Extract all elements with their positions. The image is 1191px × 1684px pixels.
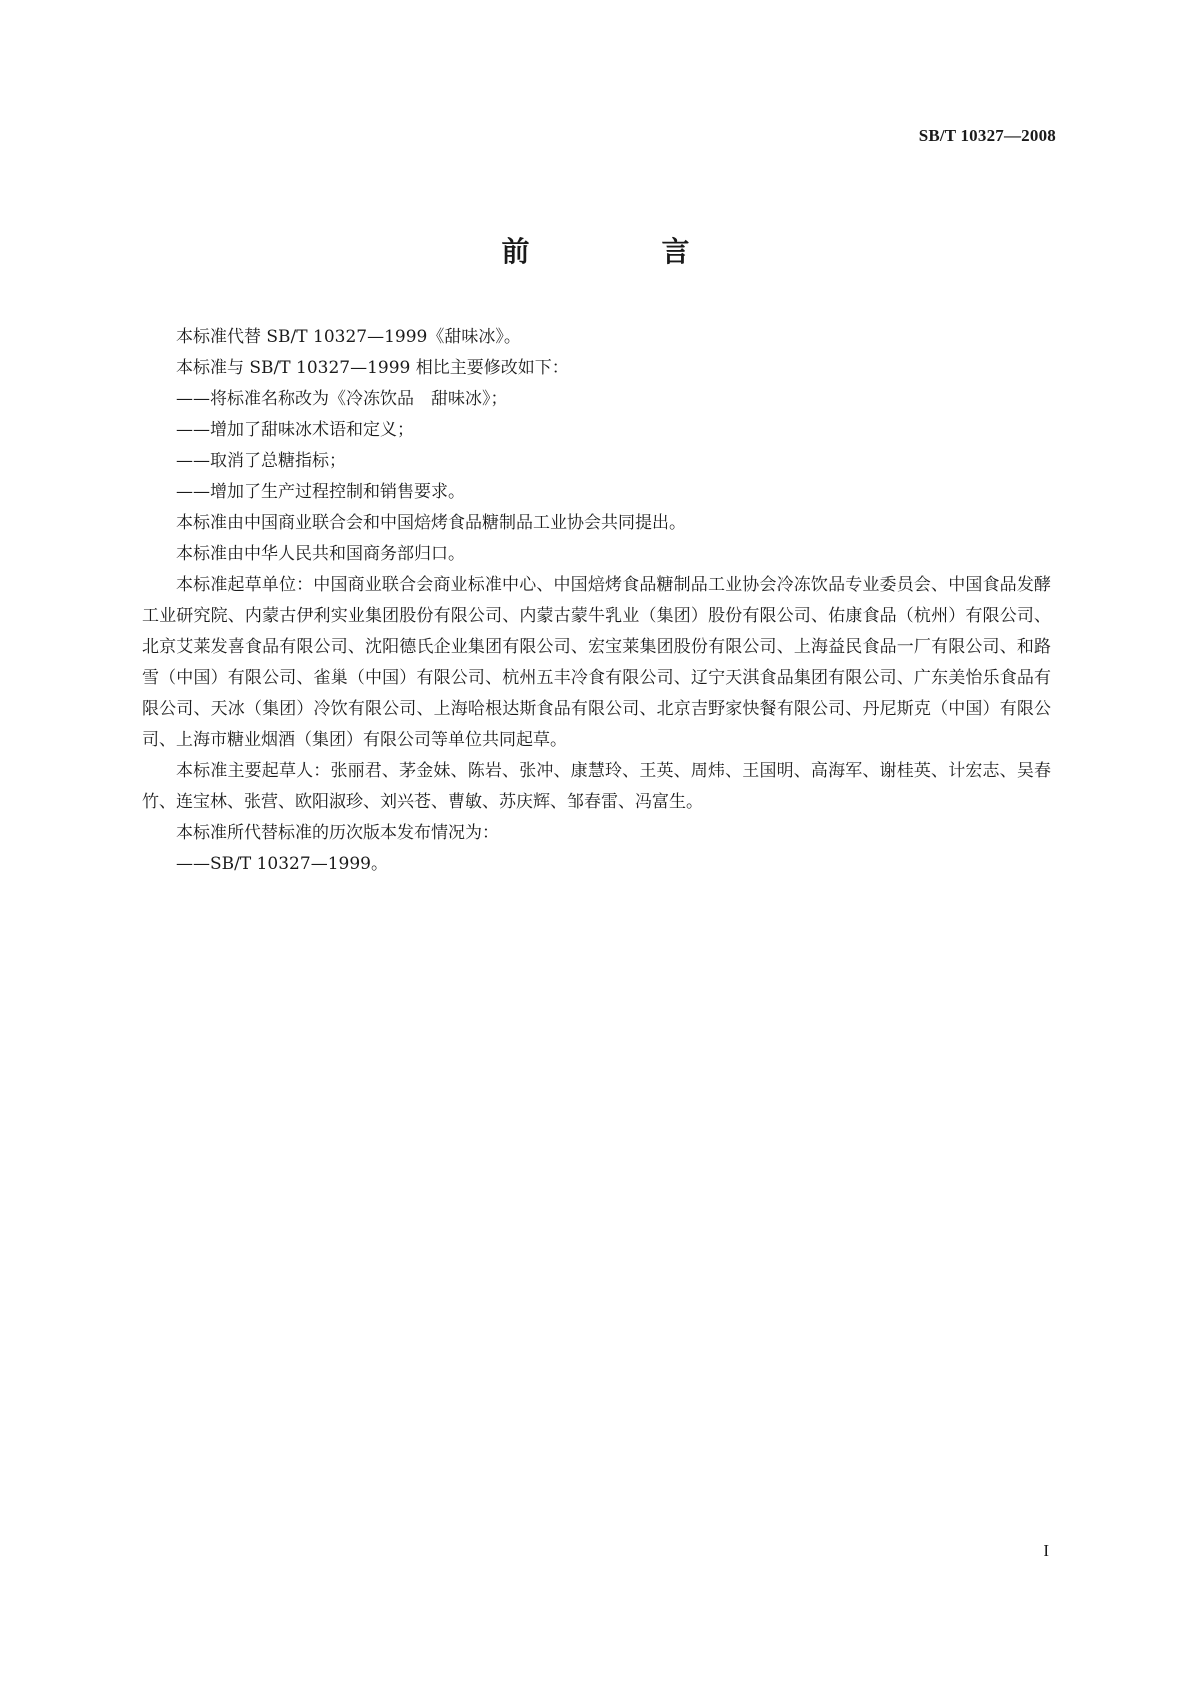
list-item-previous-version: ——SB/T 10327—1999。 xyxy=(176,854,388,874)
list-item-rename: ——将标准名称改为《冷冻饮品 甜味冰》； xyxy=(176,389,508,409)
list-item-total-sugar: ——取消了总糖指标； xyxy=(176,451,346,471)
paragraph-drafting-units: 本标准起草单位：中国商业联合会商业标准中心、中国焙烤食品糖制品工业协会冷冻饮品专业委员会、中国食品发酵工业研究院、内蒙古伊利实业集团股份有限公司、内蒙古蒙牛乳业（集团）股份有限公司、佑康食品（杭州）有限公司、北京艾莱发喜食品有限公司、沈阳德氏企业集团有限公司、宏宝莱集团股份有限公司、上海益民食品一厂有限公司、和路雪（中国）有限公司、雀巢（中国）有限公司、杭州五丰冷食有限公司、辽宁天淇食品集团有限公司、广东美怡乐食品有限公司、天冰（集团）冷饮有限公司、上海哈根达斯食品有限公司、北京吉野家快餐有限公司、丹尼斯克（中国）有限公司、上海市糖业烟酒（集团）有限公司等单位共同起草。 xyxy=(142,575,1051,750)
page-number: I xyxy=(1043,1541,1049,1560)
paragraph-centralized-by: 本标准由中华人民共和国商务部归口。 xyxy=(176,544,465,564)
paragraph-proposed-by: 本标准由中国商业联合会和中国焙烤食品糖制品工业协会共同提出。 xyxy=(176,513,686,533)
page-title: 前 言 xyxy=(501,235,742,268)
paragraph-history-intro: 本标准所代替标准的历次版本发布情况为： xyxy=(176,823,499,843)
paragraph-drafters: 本标准主要起草人：张丽君、茅金妹、陈岩、张冲、康慧玲、王英、周炜、王国明、高海军、谢桂英、计宏志、吴春竹、连宝林、张营、欧阳淑珍、刘兴苍、曹敏、苏庆辉、邹春雷、冯富生。 xyxy=(142,761,1051,812)
list-item-production-control: ——增加了生产过程控制和销售要求。 xyxy=(176,482,465,502)
foreword-body xyxy=(142,322,1051,880)
list-item-terms: ——增加了甜味冰术语和定义； xyxy=(176,420,414,440)
paragraph-replaces: 本标准代替 SB/T 10327—1999《甜味冰》。 xyxy=(176,327,521,347)
standard-code: SB/T 10327—2008 xyxy=(918,126,1056,145)
paragraph-changes-intro: 本标准与 SB/T 10327—1999 相比主要修改如下： xyxy=(176,358,569,378)
